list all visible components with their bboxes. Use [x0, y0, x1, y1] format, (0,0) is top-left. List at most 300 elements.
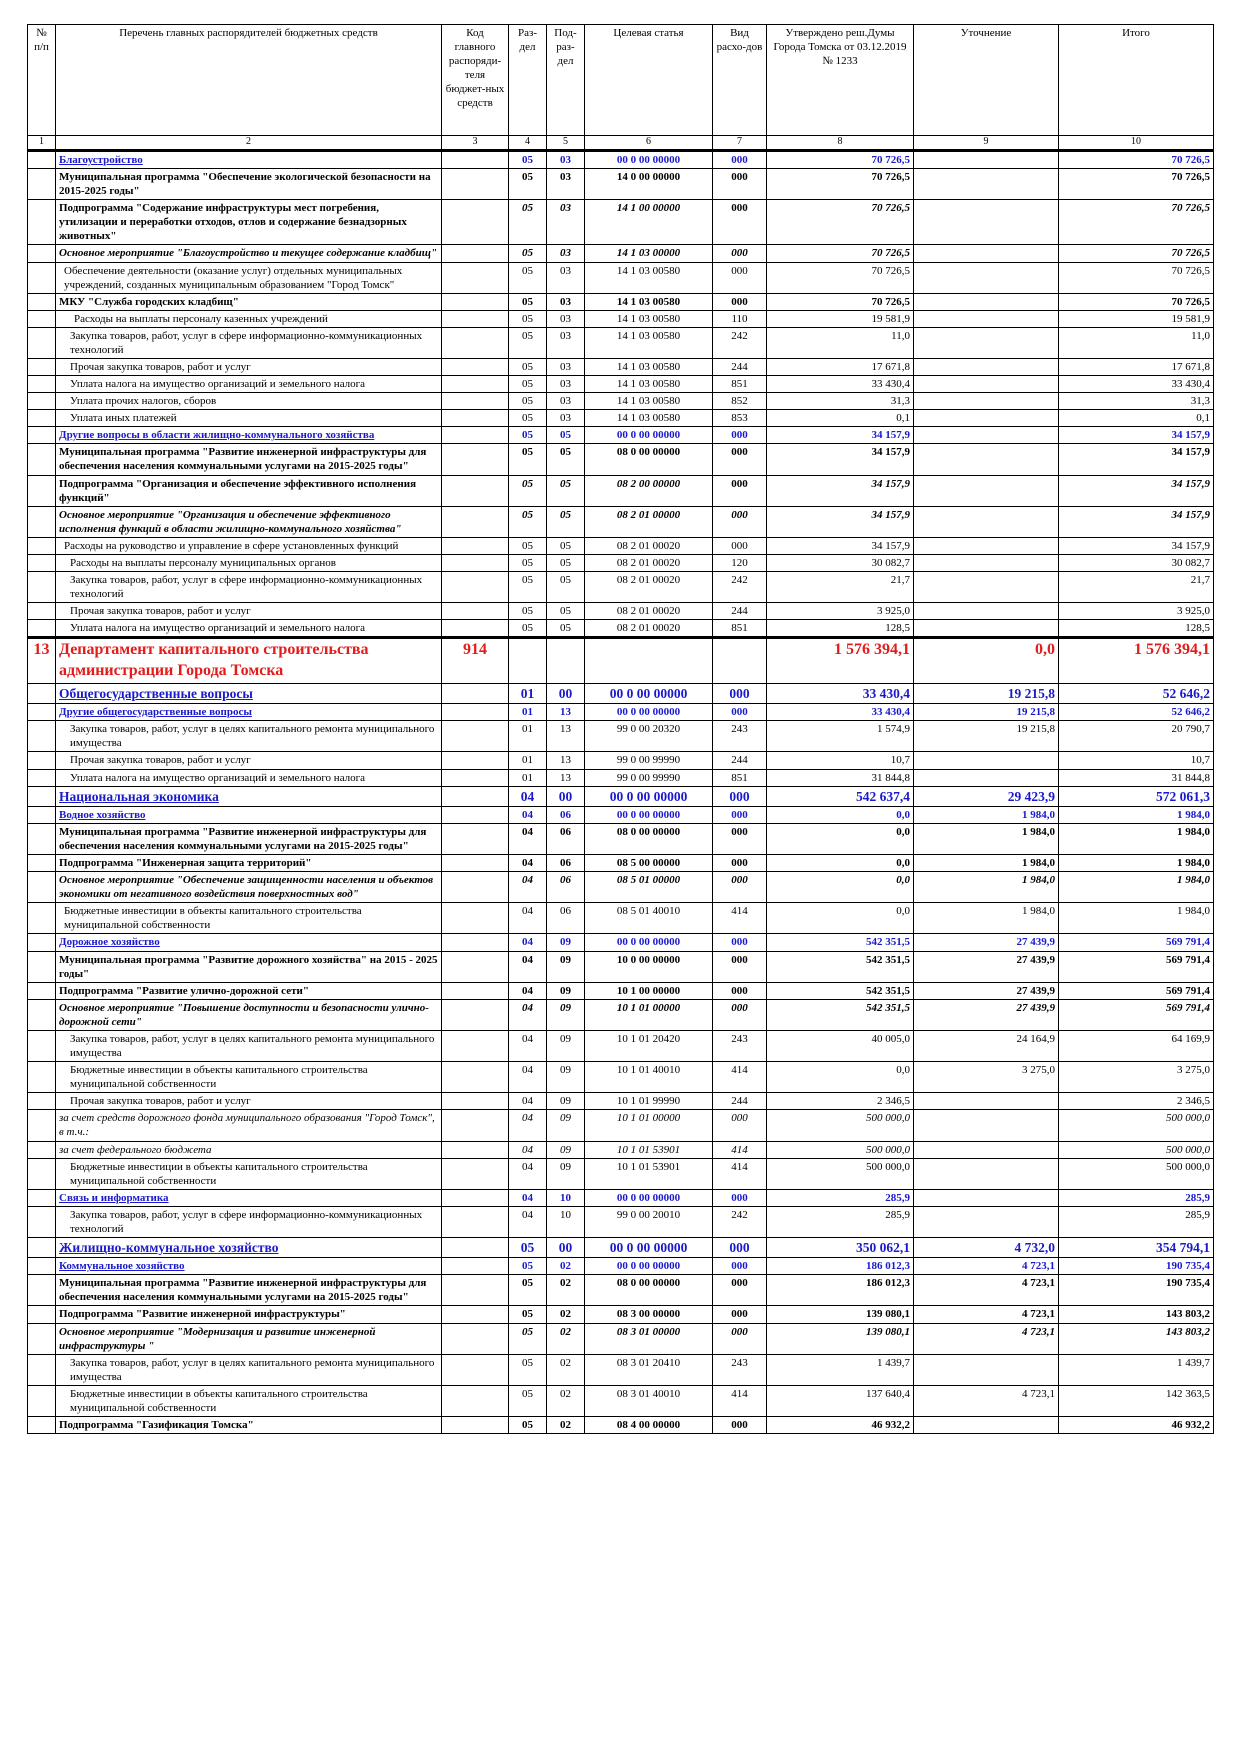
budget-table-sheet	[27, 24, 1213, 1434]
row-code-cell	[442, 1141, 509, 1158]
row-number-cell	[28, 683, 56, 703]
row-adjustment-cell: 4 723,1	[914, 1275, 1059, 1306]
row-expense-type-cell: 414	[713, 1062, 767, 1093]
row-code-cell	[442, 704, 509, 721]
row-number-cell	[28, 855, 56, 872]
row-approved-cell: 70 726,5	[767, 169, 914, 200]
row-target-item-cell: 00 0 00 00000	[585, 1237, 713, 1257]
row-adjustment-cell	[914, 169, 1059, 200]
row-name-cell: Прочая закупка товаров, работ и услуг	[56, 1093, 442, 1110]
row-approved-cell: 1 576 394,1	[767, 638, 914, 684]
row-number-cell	[28, 1141, 56, 1158]
table-row	[28, 752, 1214, 769]
row-code-cell	[442, 200, 509, 245]
row-adjustment-cell: 19 215,8	[914, 683, 1059, 703]
row-adjustment-cell: 27 439,9	[914, 982, 1059, 999]
row-target-item-cell: 14 1 03 00580	[585, 359, 713, 376]
row-subsection-cell: 09	[547, 1158, 585, 1189]
row-section-cell: 05	[509, 200, 547, 245]
row-subsection-cell: 02	[547, 1275, 585, 1306]
row-total-cell: 143 803,2	[1059, 1306, 1214, 1323]
row-code-cell	[442, 572, 509, 603]
table-row	[28, 169, 1214, 200]
row-total-cell: 34 157,9	[1059, 506, 1214, 537]
row-code-cell	[442, 769, 509, 786]
row-adjustment-cell	[914, 376, 1059, 393]
row-total-cell: 34 157,9	[1059, 427, 1214, 444]
row-subsection-cell: 02	[547, 1258, 585, 1275]
row-subsection-cell: 13	[547, 769, 585, 786]
table-row	[28, 823, 1214, 854]
row-total-cell: 1 984,0	[1059, 806, 1214, 823]
row-section-cell: 01	[509, 769, 547, 786]
row-target-item-cell: 10 1 00 00000	[585, 982, 713, 999]
row-section-cell: 05	[509, 1306, 547, 1323]
row-adjustment-cell	[914, 293, 1059, 310]
row-approved-cell: 70 726,5	[767, 293, 914, 310]
row-subsection-cell: 03	[547, 293, 585, 310]
row-subsection-cell: 10	[547, 1189, 585, 1206]
row-subsection-cell: 09	[547, 1030, 585, 1061]
table-row	[28, 262, 1214, 293]
row-expense-type-cell: 852	[713, 393, 767, 410]
row-section-cell: 04	[509, 1158, 547, 1189]
row-number-cell	[28, 769, 56, 786]
row-approved-cell: 19 581,9	[767, 310, 914, 327]
row-section-cell: 05	[509, 1237, 547, 1257]
row-total-cell: 11,0	[1059, 327, 1214, 358]
row-approved-cell: 1 574,9	[767, 721, 914, 752]
row-name-cell: Бюджетные инвестиции в объекты капитального строительства муниципальной собственности	[56, 903, 442, 934]
row-adjustment-cell	[914, 537, 1059, 554]
row-number-cell	[28, 620, 56, 638]
row-approved-cell: 2 346,5	[767, 1093, 914, 1110]
table-row	[28, 1141, 1214, 1158]
row-subsection-cell: 02	[547, 1417, 585, 1434]
row-number-cell	[28, 823, 56, 854]
header-approved: Утверждено реш.Думы Города Томска от 03.12.2019 № 1233	[767, 25, 914, 136]
row-name-cell: Жилищно-коммунальное хозяйство	[56, 1237, 442, 1257]
row-adjustment-cell	[914, 572, 1059, 603]
row-approved-cell: 70 726,5	[767, 151, 914, 169]
row-expense-type-cell: 000	[713, 683, 767, 703]
row-total-cell: 70 726,5	[1059, 245, 1214, 262]
row-total-cell: 31,3	[1059, 393, 1214, 410]
row-approved-cell: 542 637,4	[767, 786, 914, 806]
table-row	[28, 603, 1214, 620]
row-expense-type-cell: 000	[713, 427, 767, 444]
table-row	[28, 1385, 1214, 1416]
row-section-cell: 04	[509, 982, 547, 999]
row-adjustment-cell: 1 984,0	[914, 823, 1059, 854]
column-number: 3	[442, 136, 509, 151]
row-code-cell	[442, 554, 509, 571]
row-total-cell: 500 000,0	[1059, 1110, 1214, 1141]
row-adjustment-cell	[914, 310, 1059, 327]
header-number: № п/п	[28, 25, 56, 136]
row-adjustment-cell	[914, 1158, 1059, 1189]
table-row	[28, 769, 1214, 786]
row-number-cell	[28, 293, 56, 310]
table-row	[28, 1189, 1214, 1206]
row-approved-cell: 500 000,0	[767, 1158, 914, 1189]
row-adjustment-cell	[914, 359, 1059, 376]
row-total-cell: 569 791,4	[1059, 934, 1214, 951]
table-row	[28, 151, 1214, 169]
row-number-cell	[28, 982, 56, 999]
row-expense-type-cell: 243	[713, 1030, 767, 1061]
row-code-cell	[442, 151, 509, 169]
row-section-cell: 05	[509, 1258, 547, 1275]
row-name-cell: Бюджетные инвестиции в объекты капитального строительства муниципальной собственности	[56, 1062, 442, 1093]
row-section-cell: 04	[509, 903, 547, 934]
row-approved-cell: 40 005,0	[767, 1030, 914, 1061]
row-number-cell	[28, 376, 56, 393]
row-total-cell: 285,9	[1059, 1189, 1214, 1206]
row-subsection-cell: 03	[547, 310, 585, 327]
row-total-cell: 34 157,9	[1059, 475, 1214, 506]
row-adjustment-cell: 3 275,0	[914, 1062, 1059, 1093]
row-adjustment-cell	[914, 506, 1059, 537]
row-code-cell	[442, 444, 509, 475]
table-row	[28, 1093, 1214, 1110]
row-adjustment-cell	[914, 1354, 1059, 1385]
table-row	[28, 293, 1214, 310]
row-expense-type-cell: 000	[713, 855, 767, 872]
table-row	[28, 620, 1214, 638]
row-target-item-cell: 99 0 00 20010	[585, 1206, 713, 1237]
row-adjustment-cell: 24 164,9	[914, 1030, 1059, 1061]
row-subsection-cell: 05	[547, 603, 585, 620]
row-section-cell: 05	[509, 359, 547, 376]
row-subsection-cell: 09	[547, 1141, 585, 1158]
row-total-cell: 500 000,0	[1059, 1141, 1214, 1158]
row-subsection-cell: 06	[547, 903, 585, 934]
row-adjustment-cell: 4 723,1	[914, 1385, 1059, 1416]
row-approved-cell: 0,1	[767, 410, 914, 427]
row-section-cell: 05	[509, 620, 547, 638]
row-subsection-cell: 13	[547, 704, 585, 721]
table-row	[28, 721, 1214, 752]
row-code-cell	[442, 786, 509, 806]
row-target-item-cell: 14 1 03 00580	[585, 393, 713, 410]
row-number-cell	[28, 393, 56, 410]
row-subsection-cell: 05	[547, 572, 585, 603]
row-adjustment-cell	[914, 245, 1059, 262]
row-expense-type-cell: 000	[713, 475, 767, 506]
row-section-cell: 04	[509, 1189, 547, 1206]
row-name-cell: Муниципальная программа "Развитие инженерной инфраструктуры для обеспечения населения коммунальными услугами на 2015-2025 годы"	[56, 1275, 442, 1306]
column-number: 10	[1059, 136, 1214, 151]
row-section-cell: 05	[509, 537, 547, 554]
table-row	[28, 855, 1214, 872]
row-name-cell: Основное мероприятие "Организация и обеспечение эффективного исполнения функций в области жилищно-коммунального хозяйства"	[56, 506, 442, 537]
row-subsection-cell: 02	[547, 1385, 585, 1416]
row-subsection-cell: 09	[547, 999, 585, 1030]
row-code-cell	[442, 999, 509, 1030]
row-adjustment-cell	[914, 427, 1059, 444]
row-expense-type-cell	[713, 638, 767, 684]
row-section-cell: 05	[509, 293, 547, 310]
row-total-cell: 1 576 394,1	[1059, 638, 1214, 684]
row-name-cell: Прочая закупка товаров, работ и услуг	[56, 752, 442, 769]
table-row	[28, 393, 1214, 410]
row-target-item-cell: 10 1 01 53901	[585, 1141, 713, 1158]
row-subsection-cell: 00	[547, 683, 585, 703]
row-approved-cell: 350 062,1	[767, 1237, 914, 1257]
row-number-cell	[28, 603, 56, 620]
row-adjustment-cell	[914, 262, 1059, 293]
row-code-cell	[442, 620, 509, 638]
row-expense-type-cell: 110	[713, 310, 767, 327]
row-expense-type-cell: 243	[713, 1354, 767, 1385]
row-section-cell: 05	[509, 393, 547, 410]
row-target-item-cell: 08 2 01 00020	[585, 572, 713, 603]
column-number: 8	[767, 136, 914, 151]
row-expense-type-cell: 000	[713, 872, 767, 903]
row-target-item-cell: 00 0 00 00000	[585, 427, 713, 444]
row-target-item-cell: 08 2 00 00000	[585, 475, 713, 506]
row-approved-cell: 33 430,4	[767, 376, 914, 393]
row-code-cell	[442, 327, 509, 358]
row-expense-type-cell: 244	[713, 752, 767, 769]
row-adjustment-cell	[914, 151, 1059, 169]
row-number-cell	[28, 1354, 56, 1385]
row-total-cell: 3 275,0	[1059, 1062, 1214, 1093]
row-section-cell: 05	[509, 327, 547, 358]
row-expense-type-cell: 000	[713, 951, 767, 982]
row-number-cell	[28, 1030, 56, 1061]
row-target-item-cell: 08 2 01 00020	[585, 537, 713, 554]
row-total-cell: 70 726,5	[1059, 293, 1214, 310]
table-row	[28, 1323, 1214, 1354]
row-adjustment-cell: 1 984,0	[914, 855, 1059, 872]
row-target-item-cell: 00 0 00 00000	[585, 704, 713, 721]
row-expense-type-cell: 851	[713, 620, 767, 638]
row-subsection-cell: 00	[547, 1237, 585, 1257]
row-total-cell: 70 726,5	[1059, 262, 1214, 293]
row-code-cell	[442, 1275, 509, 1306]
row-subsection-cell: 05	[547, 475, 585, 506]
row-target-item-cell: 08 2 01 00020	[585, 620, 713, 638]
row-number-cell	[28, 1189, 56, 1206]
row-total-cell: 569 791,4	[1059, 982, 1214, 999]
table-row	[28, 359, 1214, 376]
row-subsection-cell: 05	[547, 537, 585, 554]
row-approved-cell: 139 080,1	[767, 1306, 914, 1323]
row-subsection-cell: 09	[547, 982, 585, 999]
row-total-cell: 52 646,2	[1059, 683, 1214, 703]
budget-table	[27, 24, 1214, 1434]
row-adjustment-cell	[914, 393, 1059, 410]
table-row	[28, 806, 1214, 823]
row-name-cell: Уплата иных платежей	[56, 410, 442, 427]
row-name-cell: Муниципальная программа "Обеспечение экологической безопасности на 2015-2025 годы"	[56, 169, 442, 200]
row-approved-cell: 34 157,9	[767, 475, 914, 506]
row-number-cell: 13	[28, 638, 56, 684]
row-adjustment-cell	[914, 200, 1059, 245]
row-total-cell: 70 726,5	[1059, 169, 1214, 200]
row-number-cell	[28, 151, 56, 169]
row-adjustment-cell	[914, 444, 1059, 475]
row-total-cell: 1 984,0	[1059, 903, 1214, 934]
row-target-item-cell: 08 4 00 00000	[585, 1417, 713, 1434]
row-name-cell: МКУ "Служба городских кладбищ"	[56, 293, 442, 310]
row-approved-cell: 500 000,0	[767, 1110, 914, 1141]
table-row	[28, 1062, 1214, 1093]
row-total-cell: 1 984,0	[1059, 823, 1214, 854]
row-approved-cell: 11,0	[767, 327, 914, 358]
row-code-cell	[442, 169, 509, 200]
row-section-cell: 05	[509, 603, 547, 620]
row-name-cell: Закупка товаров, работ, услуг в сфере информационно-коммуникационных технологий	[56, 327, 442, 358]
row-code-cell	[442, 245, 509, 262]
column-number: 9	[914, 136, 1059, 151]
row-subsection-cell: 00	[547, 786, 585, 806]
row-adjustment-cell	[914, 1417, 1059, 1434]
row-number-cell	[28, 1275, 56, 1306]
row-approved-cell: 10,7	[767, 752, 914, 769]
row-adjustment-cell	[914, 1206, 1059, 1237]
row-name-cell: Другие вопросы в области жилищно-коммунального хозяйства	[56, 427, 442, 444]
row-section-cell: 05	[509, 1354, 547, 1385]
row-approved-cell: 17 671,8	[767, 359, 914, 376]
row-total-cell: 52 646,2	[1059, 704, 1214, 721]
table-row	[28, 475, 1214, 506]
row-total-cell: 1 984,0	[1059, 872, 1214, 903]
table-row	[28, 1110, 1214, 1141]
row-target-item-cell: 14 1 03 00580	[585, 262, 713, 293]
row-total-cell: 142 363,5	[1059, 1385, 1214, 1416]
row-target-item-cell: 14 1 03 00580	[585, 327, 713, 358]
table-row	[28, 427, 1214, 444]
header-expense-type: Вид расхо-дов	[713, 25, 767, 136]
row-total-cell: 70 726,5	[1059, 151, 1214, 169]
table-row	[28, 1158, 1214, 1189]
row-section-cell	[509, 638, 547, 684]
header-code: Код главного распоряди-теля бюджет-ных средств	[442, 25, 509, 136]
row-adjustment-cell: 27 439,9	[914, 999, 1059, 1030]
row-name-cell: Прочая закупка товаров, работ и услуг	[56, 359, 442, 376]
row-expense-type-cell: 851	[713, 376, 767, 393]
row-name-cell: Муниципальная программа "Развитие дорожного хозяйства" на 2015 - 2025 годы"	[56, 951, 442, 982]
row-expense-type-cell: 000	[713, 786, 767, 806]
row-subsection-cell: 09	[547, 1062, 585, 1093]
row-adjustment-cell: 4 723,1	[914, 1258, 1059, 1275]
row-expense-type-cell: 000	[713, 444, 767, 475]
row-subsection-cell: 05	[547, 444, 585, 475]
table-row	[28, 444, 1214, 475]
row-number-cell	[28, 1158, 56, 1189]
row-subsection-cell: 09	[547, 1110, 585, 1141]
row-expense-type-cell: 000	[713, 245, 767, 262]
row-expense-type-cell: 000	[713, 506, 767, 537]
row-target-item-cell: 00 0 00 00000	[585, 1258, 713, 1275]
row-target-item-cell: 08 2 01 00020	[585, 554, 713, 571]
row-name-cell: Обеспечение деятельности (оказание услуг) отдельных муниципальных учреждений, созданных муниципальным образованием "Город Томск"	[56, 262, 442, 293]
row-section-cell: 04	[509, 934, 547, 951]
row-code-cell	[442, 1385, 509, 1416]
row-name-cell: Расходы на руководство и управление в сфере установленных функций	[56, 537, 442, 554]
row-expense-type-cell: 243	[713, 721, 767, 752]
row-section-cell: 04	[509, 1062, 547, 1093]
row-code-cell	[442, 310, 509, 327]
row-section-cell: 05	[509, 554, 547, 571]
row-section-cell: 05	[509, 410, 547, 427]
row-total-cell: 572 061,3	[1059, 786, 1214, 806]
row-approved-cell: 542 351,5	[767, 982, 914, 999]
row-number-cell	[28, 1417, 56, 1434]
row-section-cell: 04	[509, 1030, 547, 1061]
row-section-cell: 04	[509, 855, 547, 872]
row-section-cell: 05	[509, 245, 547, 262]
row-adjustment-cell	[914, 554, 1059, 571]
row-code-cell	[442, 1030, 509, 1061]
row-subsection-cell: 03	[547, 410, 585, 427]
row-number-cell	[28, 572, 56, 603]
row-code-cell	[442, 376, 509, 393]
row-name-cell: за счет федерального бюджета	[56, 1141, 442, 1158]
row-number-cell	[28, 752, 56, 769]
row-subsection-cell: 06	[547, 872, 585, 903]
table-row	[28, 327, 1214, 358]
row-subsection-cell: 03	[547, 245, 585, 262]
row-expense-type-cell: 000	[713, 293, 767, 310]
row-adjustment-cell	[914, 1141, 1059, 1158]
row-expense-type-cell: 000	[713, 823, 767, 854]
row-total-cell: 354 794,1	[1059, 1237, 1214, 1257]
row-name-cell: Благоустройство	[56, 151, 442, 169]
table-row	[28, 1206, 1214, 1237]
table-row	[28, 200, 1214, 245]
table-row	[28, 982, 1214, 999]
table-row	[28, 903, 1214, 934]
row-code-cell	[442, 1237, 509, 1257]
row-number-cell	[28, 200, 56, 245]
row-subsection-cell	[547, 638, 585, 684]
row-expense-type-cell: 000	[713, 151, 767, 169]
row-name-cell: Основное мероприятие "Обеспечение защищенности населения и объектов экономики от негативного воздействия поверхностных вод"	[56, 872, 442, 903]
row-approved-cell: 0,0	[767, 823, 914, 854]
row-number-cell	[28, 506, 56, 537]
row-target-item-cell: 99 0 00 99990	[585, 752, 713, 769]
row-number-cell	[28, 1093, 56, 1110]
row-expense-type-cell: 000	[713, 982, 767, 999]
row-expense-type-cell: 414	[713, 1158, 767, 1189]
row-total-cell: 3 925,0	[1059, 603, 1214, 620]
row-subsection-cell: 03	[547, 359, 585, 376]
row-adjustment-cell: 29 423,9	[914, 786, 1059, 806]
row-target-item-cell: 08 3 01 40010	[585, 1385, 713, 1416]
table-header	[28, 25, 1214, 151]
row-approved-cell: 0,0	[767, 903, 914, 934]
row-name-cell: Другие общегосударственные вопросы	[56, 704, 442, 721]
row-name-cell: Коммунальное хозяйство	[56, 1258, 442, 1275]
row-code-cell	[442, 1354, 509, 1385]
row-name-cell: Национальная экономика	[56, 786, 442, 806]
row-total-cell: 128,5	[1059, 620, 1214, 638]
row-target-item-cell: 00 0 00 00000	[585, 786, 713, 806]
row-code-cell	[442, 1206, 509, 1237]
row-number-cell	[28, 721, 56, 752]
row-total-cell: 10,7	[1059, 752, 1214, 769]
row-approved-cell: 70 726,5	[767, 245, 914, 262]
row-subsection-cell: 02	[547, 1323, 585, 1354]
row-code-cell	[442, 1306, 509, 1323]
row-target-item-cell: 10 1 01 00000	[585, 999, 713, 1030]
row-subsection-cell: 03	[547, 262, 585, 293]
row-name-cell: Закупка товаров, работ, услуг в сфере информационно-коммуникационных технологий	[56, 1206, 442, 1237]
